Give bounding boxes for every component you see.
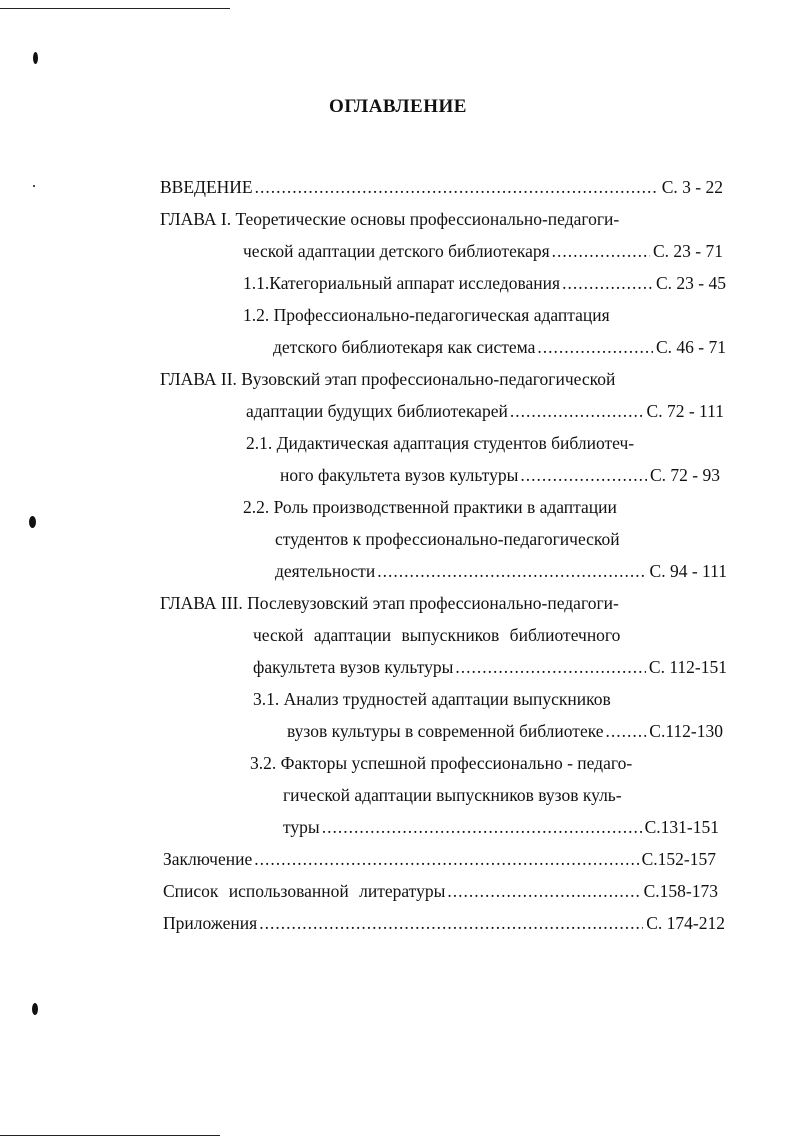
toc-entry-text: Приложения (163, 913, 258, 933)
toc-chapter-heading: ГЛАВА II. Вузовский этап профессионально-педагогической (160, 369, 616, 389)
page-title: ОГЛАВЛЕНИЕ (329, 96, 467, 117)
toc-entry-2-2 (275, 557, 727, 585)
toc-leader-dots (455, 653, 646, 681)
toc-entry-text: адаптации будущих библиотекарей (246, 401, 508, 421)
toc-entry-text: факультета вузов культуры (253, 657, 454, 677)
scan-speck (33, 52, 38, 64)
toc-entry-text: детского библиотекаря как система (273, 337, 536, 357)
toc-section-heading: 2.1. Дидактическая адаптация студентов библиотеч- (246, 433, 635, 453)
toc-entry-text: 1.1.Категориальный аппарат исследования (243, 273, 561, 293)
toc-entry-chapter-1 (243, 237, 723, 265)
toc-leader-dots (552, 237, 650, 265)
toc-entry-3-2 (283, 813, 719, 841)
toc-page-number: С. 46 - 71 (656, 337, 726, 357)
scan-edge-line (0, 1135, 220, 1136)
toc-page-number: С.131-151 (644, 817, 719, 837)
toc-page-number: С. 72 - 93 (650, 465, 720, 485)
toc-leader-dots (562, 269, 653, 297)
scan-speck (33, 185, 35, 187)
toc-entry-text: туры (283, 817, 320, 837)
toc-leader-dots (259, 909, 643, 937)
toc-entry-3-1 (287, 717, 723, 745)
toc-entry-conclusion (163, 845, 716, 873)
toc-section-heading: 1.2. Профессионально-педагогическая адаптация (243, 305, 610, 325)
toc-chapter-heading: ГЛАВА I. Теоретические основы профессионально-педагоги- (160, 209, 620, 229)
scan-speck (32, 1003, 38, 1015)
toc-leader-dots (322, 813, 642, 841)
toc-section-heading: 3.1. Анализ трудностей адаптации выпускников (253, 689, 611, 709)
toc-page-number: С.158-173 (643, 881, 718, 901)
toc-entry-literature (163, 877, 718, 905)
toc-leader-dots (254, 845, 638, 873)
toc-leader-dots (537, 333, 653, 361)
toc-chapter-heading: ГЛАВА III. Послевузовский этап профессионально-педагоги- (160, 593, 619, 613)
toc-entry-text: деятельности (275, 561, 376, 581)
toc-entry-text: вузов культуры в современной библиотеке (287, 721, 604, 741)
toc-section-continuation: студентов к профессионально-педагогической (275, 529, 620, 549)
toc-entry-appendix (163, 909, 725, 937)
toc-page-number: С. 174-212 (646, 913, 725, 933)
toc-leader-dots (377, 557, 646, 585)
toc-leader-dots (606, 717, 647, 745)
toc-entry-text: ного факультета вузов культуры (280, 465, 519, 485)
toc-page-number: С. 23 - 45 (656, 273, 726, 293)
scan-speck (29, 516, 36, 528)
toc-page-number: С.112-130 (649, 721, 723, 741)
toc-leader-dots (255, 173, 659, 201)
toc-entry-text: Заключение (163, 849, 253, 869)
toc-page-number: С. 112-151 (648, 657, 727, 677)
toc-entry-text: ВВЕДЕНИЕ (160, 177, 253, 197)
toc-leader-dots (510, 397, 644, 425)
toc-entry-chapter-3 (253, 653, 727, 681)
toc-entry-text: Список использованной литературы (163, 881, 446, 901)
toc-entry-text: ческой адаптации детского библиотекаря (243, 241, 550, 261)
toc-page-number: С. 3 - 22 (661, 177, 723, 197)
toc-chapter-continuation: ческой адаптации выпускников библиотечного (253, 625, 621, 645)
toc-page-number: С. 72 - 111 (646, 401, 724, 421)
toc-entry-1-1 (243, 269, 726, 297)
toc-entry-1-2 (273, 333, 726, 361)
toc-page-number: С. 23 - 71 (653, 241, 723, 261)
toc-section-continuation: гической адаптации выпускников вузов куль- (283, 785, 622, 805)
toc-section-heading: 2.2. Роль производственной практики в адаптации (243, 497, 617, 517)
toc-entry-chapter-2 (246, 397, 724, 425)
scan-edge-line (0, 8, 230, 9)
toc-page-number: С. 94 - 111 (649, 561, 727, 581)
toc-section-heading: 3.2. Факторы успешной профессионально - педаго- (250, 753, 633, 773)
toc-leader-dots (447, 877, 640, 905)
toc-leader-dots (520, 461, 647, 489)
toc-entry-2-1 (280, 461, 720, 489)
toc-entry-intro (160, 173, 723, 201)
toc-page-number: С.152-157 (641, 849, 716, 869)
